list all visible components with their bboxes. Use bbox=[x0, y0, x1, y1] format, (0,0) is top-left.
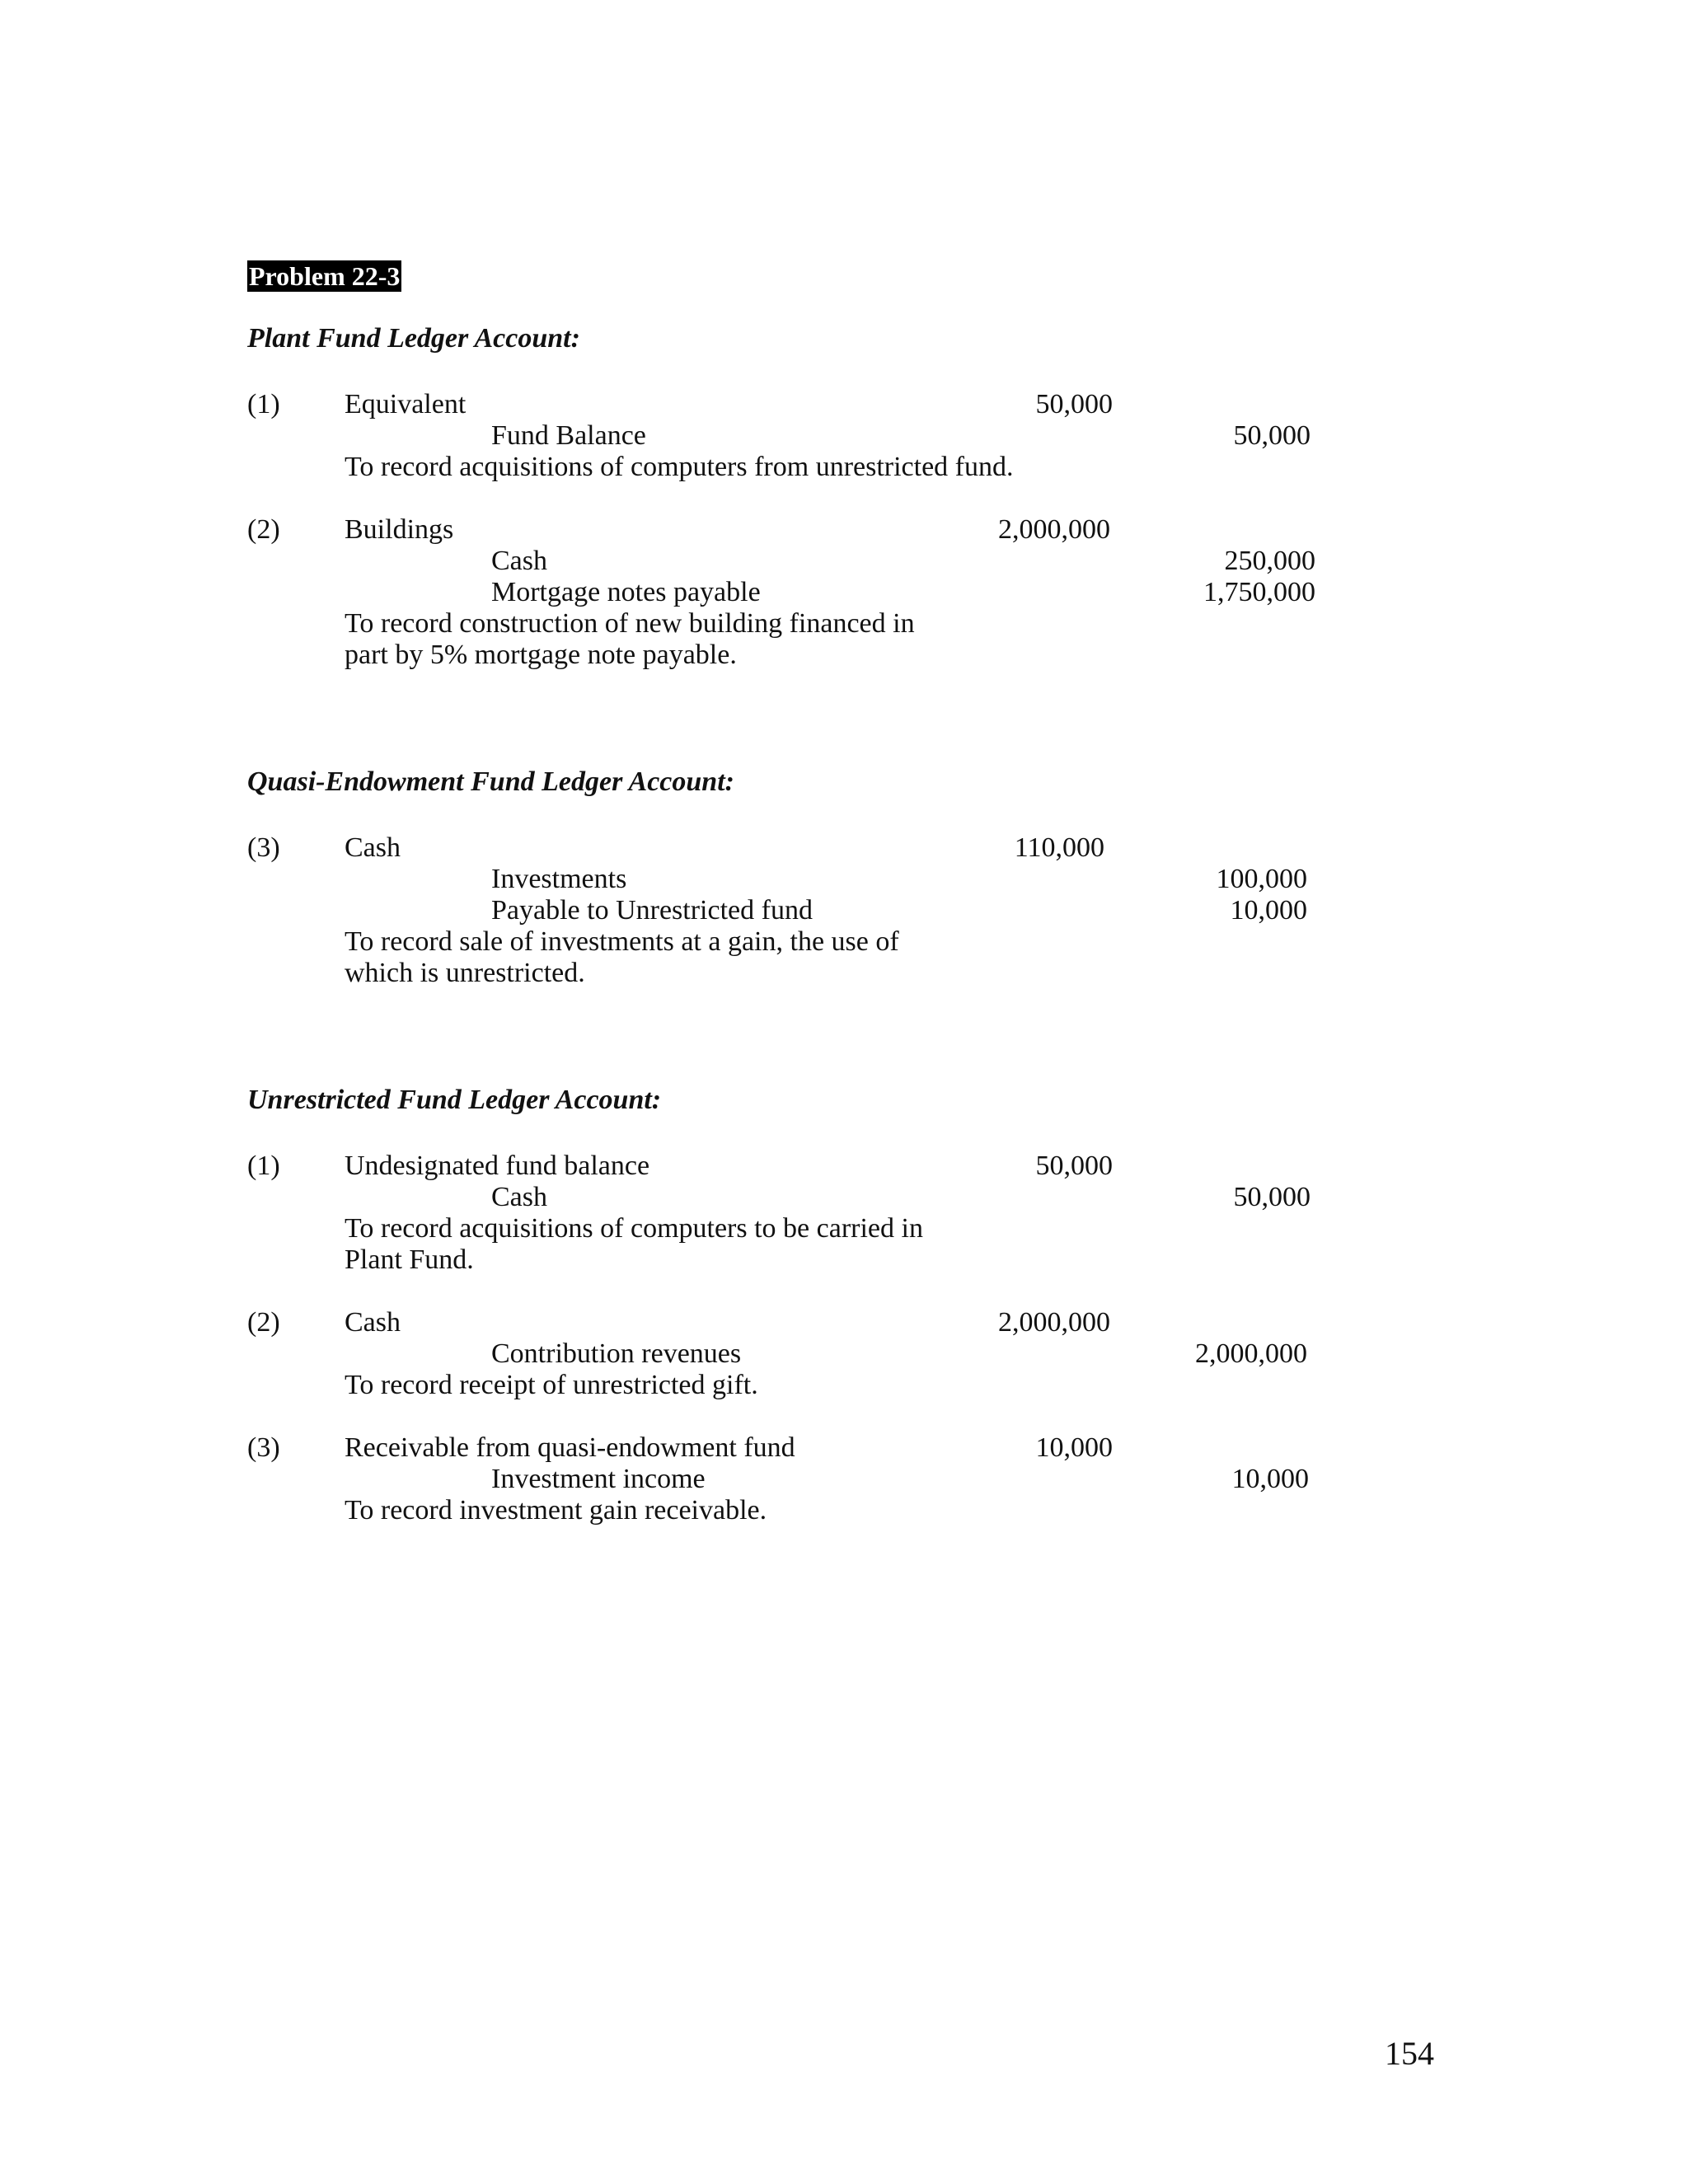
debit-account: Cash bbox=[345, 1307, 401, 1338]
credit-account: Fund Balance bbox=[491, 420, 646, 451]
credit-account: Contribution revenues bbox=[491, 1338, 742, 1369]
debit-amount: 2,000,000 bbox=[998, 1307, 1110, 1338]
entry-number: (1) bbox=[247, 389, 280, 419]
debit-amount: 2,000,000 bbox=[998, 514, 1110, 545]
entry-number: (1) bbox=[247, 1151, 280, 1181]
section-heading-unrestricted-fund: Unrestricted Fund Ledger Account: bbox=[247, 1085, 662, 1115]
credit-amount: 2,000,000 bbox=[1195, 1338, 1307, 1369]
page-number: 154 bbox=[1385, 2035, 1434, 2072]
credit-amount: 10,000 bbox=[1231, 1464, 1309, 1494]
entry-memo: To record sale of investments at a gain, the use of bbox=[345, 926, 899, 957]
debit-amount: 50,000 bbox=[1035, 389, 1113, 419]
entry-number: (3) bbox=[247, 832, 280, 863]
section-heading-quasi-endowment-fund: Quasi-Endowment Fund Ledger Account: bbox=[247, 766, 734, 797]
entry-memo: To record acquisitions of computers to be carried in bbox=[345, 1213, 923, 1244]
entry-number: (3) bbox=[247, 1432, 280, 1463]
entry-memo: To record construction of new building financed in bbox=[345, 608, 915, 639]
credit-amount: 1,750,000 bbox=[1203, 577, 1315, 607]
credit-account: Cash bbox=[491, 1182, 547, 1212]
credit-account: Mortgage notes payable bbox=[491, 577, 761, 607]
entry-number: (2) bbox=[247, 514, 280, 545]
debit-amount: 110,000 bbox=[1014, 832, 1104, 863]
credit-amount: 100,000 bbox=[1216, 864, 1307, 894]
entry-memo: which is unrestricted. bbox=[345, 958, 585, 988]
entry-memo: Plant Fund. bbox=[345, 1244, 474, 1275]
debit-account: Equivalent bbox=[345, 389, 467, 419]
credit-account: Investments bbox=[491, 864, 627, 894]
entry-memo: To record acquisitions of computers from unrestricted fund. bbox=[345, 452, 1014, 482]
credit-account: Payable to Unrestricted fund bbox=[491, 895, 813, 926]
credit-amount: 50,000 bbox=[1233, 420, 1311, 451]
debit-account: Cash bbox=[345, 832, 401, 863]
credit-amount: 10,000 bbox=[1230, 895, 1307, 926]
debit-account: Buildings bbox=[345, 514, 454, 545]
credit-account: Cash bbox=[491, 546, 547, 576]
debit-amount: 50,000 bbox=[1035, 1151, 1113, 1181]
problem-title: Problem 22-3 bbox=[249, 261, 401, 291]
credit-account: Investment income bbox=[491, 1464, 706, 1494]
debit-account: Undesignated fund balance bbox=[345, 1151, 650, 1181]
section-heading-plant-fund: Plant Fund Ledger Account: bbox=[247, 323, 580, 354]
entry-memo: part by 5% mortgage note payable. bbox=[345, 640, 737, 670]
entry-memo: To record investment gain receivable. bbox=[345, 1495, 767, 1526]
debit-account: Receivable from quasi-endowment fund bbox=[345, 1432, 795, 1463]
debit-amount: 10,000 bbox=[1035, 1432, 1113, 1463]
credit-amount: 50,000 bbox=[1233, 1182, 1311, 1212]
credit-amount: 250,000 bbox=[1224, 546, 1315, 576]
entry-number: (2) bbox=[247, 1307, 280, 1338]
entry-memo: To record receipt of unrestricted gift. bbox=[345, 1370, 758, 1400]
